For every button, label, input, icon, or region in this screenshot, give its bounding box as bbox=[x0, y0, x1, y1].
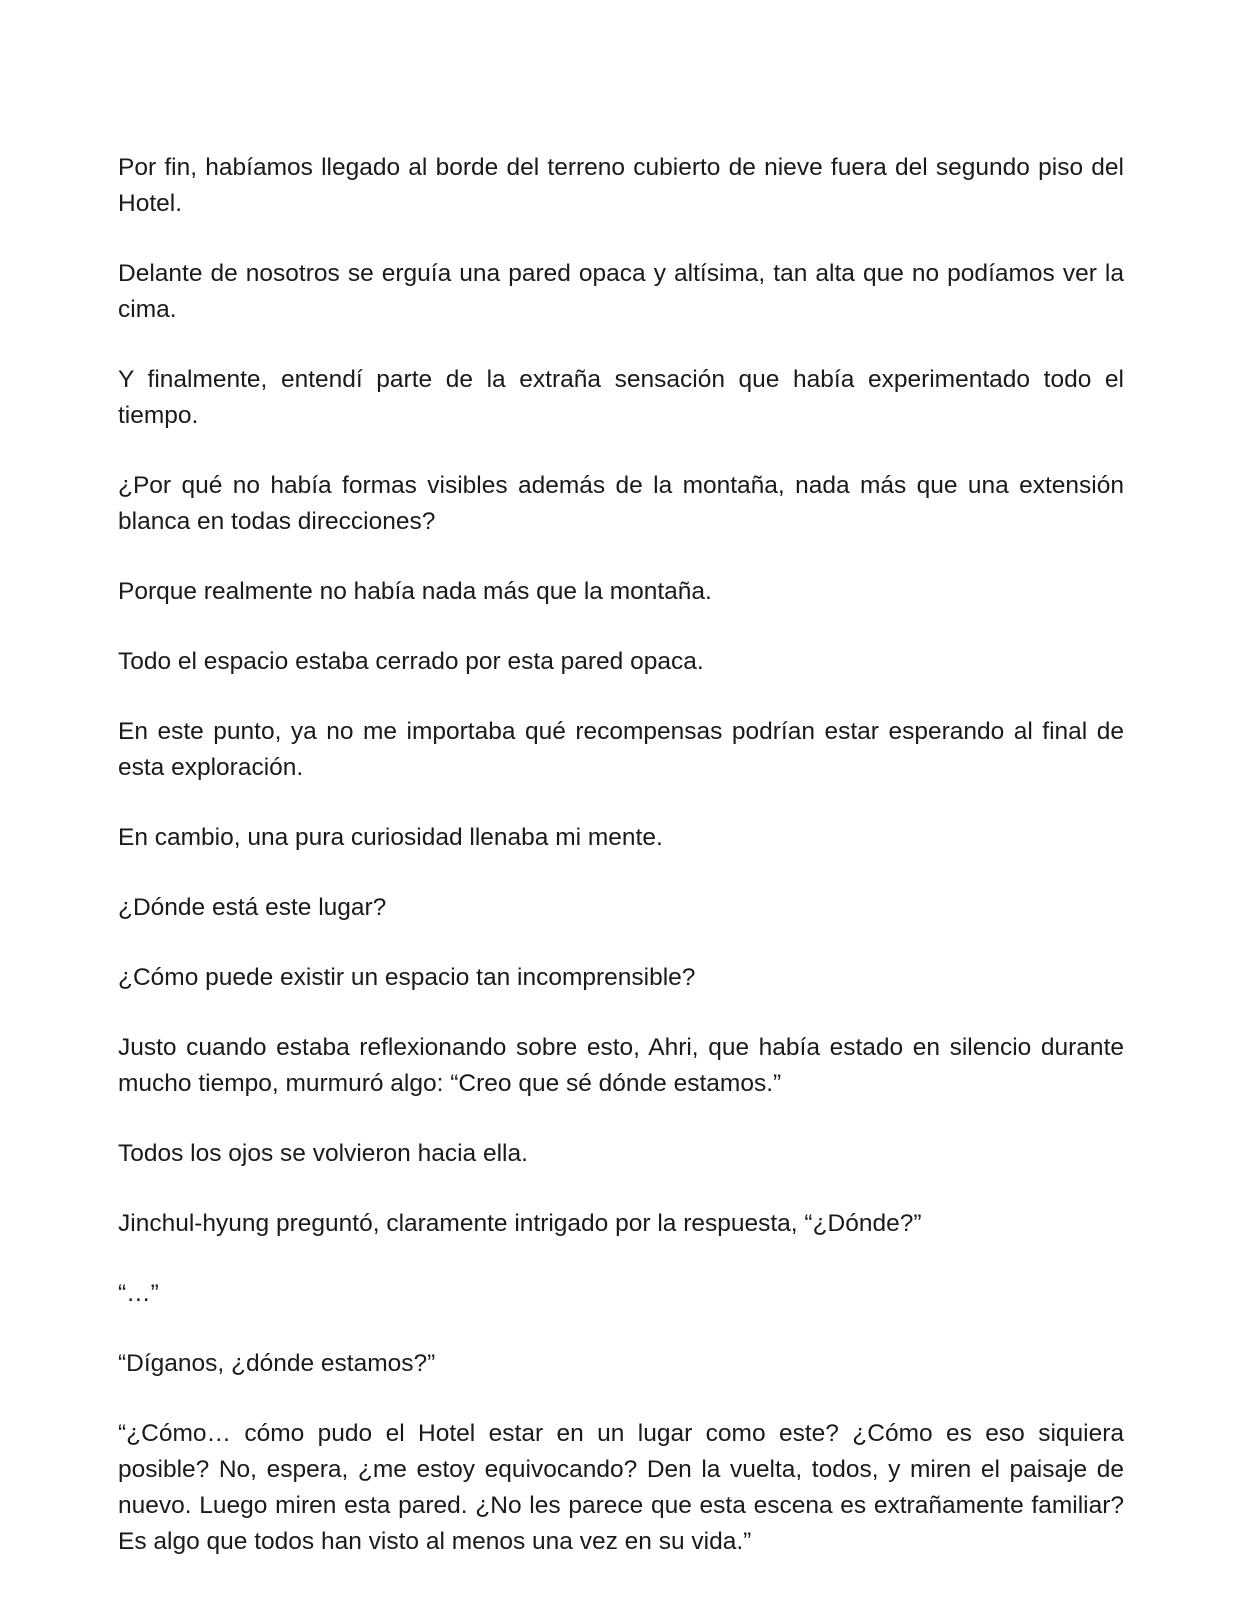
paragraph: Delante de nosotros se erguía una pared opaca y altísima, tan alta que no podíamos ver la cima. bbox=[118, 260, 1124, 323]
paragraph: Porque realmente no había nada más que la montaña. bbox=[118, 578, 712, 605]
paragraph: Y finalmente, entendí parte de la extraña sensación que había experimentado todo el tiempo. bbox=[118, 366, 1124, 429]
paragraph: Todo el espacio estaba cerrado por esta pared opaca. bbox=[118, 648, 704, 675]
document-body bbox=[118, 150, 1124, 1594]
paragraph: “…” bbox=[118, 1280, 159, 1307]
paragraph: ¿Por qué no había formas visibles además de la montaña, nada más que una extensión blanca en todas direcciones? bbox=[118, 472, 1124, 535]
paragraph: Jinchul-hyung preguntó, claramente intrigado por la respuesta, “¿Dónde?” bbox=[118, 1210, 922, 1237]
paragraph: En cambio, una pura curiosidad llenaba mi mente. bbox=[118, 824, 663, 851]
paragraph: Por fin, habíamos llegado al borde del terreno cubierto de nieve fuera del segundo piso del Hotel. bbox=[118, 154, 1124, 217]
paragraph: Todos los ojos se volvieron hacia ella. bbox=[118, 1140, 528, 1167]
paragraph: ¿Dónde está este lugar? bbox=[118, 894, 387, 921]
paragraph: “¿Cómo… cómo pudo el Hotel estar en un lugar como este? ¿Cómo es eso siquiera posible? No, espera, ¿me estoy equivocando? Den la vuelta, todos, y miren el paisaje de nuevo. Luego miren esta pared. ¿No les parece que esta escena es extrañamente familiar? Es algo que todos han visto al menos una vez en su vida.” bbox=[118, 1420, 1124, 1555]
paragraph: En este punto, ya no me importaba qué recompensas podrían estar esperando al final de esta exploración. bbox=[118, 718, 1124, 781]
paragraph: ¿Cómo puede existir un espacio tan incomprensible? bbox=[118, 964, 696, 991]
paragraph: Justo cuando estaba reflexionando sobre esto, Ahri, que había estado en silencio durante mucho tiempo, murmuró algo: “Creo que sé dónde estamos.” bbox=[118, 1034, 1124, 1097]
paragraph: “Díganos, ¿dónde estamos?” bbox=[118, 1350, 436, 1377]
